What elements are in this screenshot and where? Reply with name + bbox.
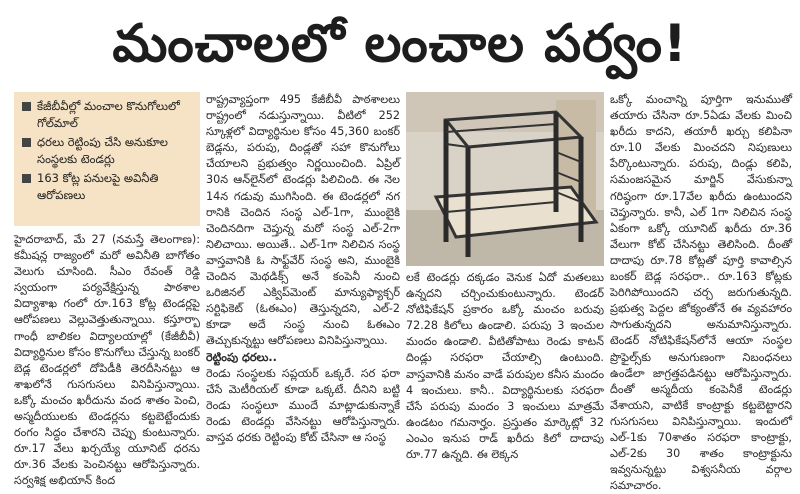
article-text: రెండు సంస్థలకు సప్లయర్‌ ఒక్కరే. సర ఫరా చేసే మెటీరియల్‌ కూడా ఒక్కటే. దీనిని బట్టి రెండు సంస్థలూ ముందే మాట్లాడుకున్నాకే రెండు టెండర్లు వేసినట్టు ఆరోపిస్తున్నారు. వాస్తవ ధరకు రెట్టింపు కోట్‌ చేసినా ఆ సంస్థ bbox=[206, 366, 400, 444]
article-column-1 bbox=[14, 232, 200, 488]
bullet-square-icon bbox=[22, 138, 31, 147]
bullet-item bbox=[22, 98, 194, 132]
article-column-4 bbox=[610, 92, 792, 493]
bullet-item bbox=[22, 134, 194, 168]
bullet-text: ధరలు రెట్టింపు చేసి అనుకూల సంస్థలకు టెండర్లు bbox=[37, 135, 168, 166]
bullet-square-icon bbox=[22, 102, 31, 111]
bullet-item bbox=[22, 170, 194, 204]
article-text: హైదరాబాద్‌, మే 27 (నమస్తే తెలంగాణ): కమీషన్ల రాజ్యంలో మరో అవినీతి బాగోతం వెలుగు చూసింది. సీఎం రేవంత్‌ రెడ్డి స్వయంగా పర్యవేక్షిస్తున్న పాఠశాల విద్యాశాఖ గంలో రూ.163 కోట్ల టెండర్లపై ఆరోపణలు వెల్లువెత్తుతున్నాయి. కస్తూర్బా గాంధీ బాలికల విద్యాలయాల్లో (కేజీబీవీ) విద్యార్థినుల కోసం కొనుగోలు చేస్తున్న బంకర్‌ బెడ్ల టెండర్లలో దోపిడీకి తెరదీసినట్టు ఆ శాఖలోనే గుసగుసలు వినిపిస్తున్నాయి. ఒక్కో మంచం ఖరీదును వంద శాతం పెంచి, అస్మదీయులకు టెండర్లను కట్టబెట్టేందుకు రంగం సిద్ధం చేశారని చెప్పు కుంటున్నారు. రూ.17 వేలు ఖర్చయ్యే యూనిట్‌ ధరను రూ.36 వేలకు పెంచినట్టు ఆరోపిస్తున్నారు. సర్వశిక్ష అభియాన్‌ కింద bbox=[14, 233, 200, 488]
article-text: రాష్ట్రవ్యాప్తంగా 495 కేజీబీవీ పాఠశాలలు రాష్ట్రంలో నడుస్తున్నాయి. వీటిలో 252 స్కూళ్లలో విద్యార్థినుల కోసం 45,360 బంకర్‌ బెడ్లను, పరుపు, దిండ్లతో సహా కొనుగోలు చేయాలని ప్రభుత్వం నిర్ణయించింది. ఏప్రిల్‌ 30న ఆన్‌లైన్‌లో టెండర్లు పిలిచింది. ఈ నెల 14న గడువు ముగిసింది. ఈ టెండర్లలో నగ రానికి చెందిన సంస్థ ఎల్‌-1గా, ముంబైకి చెందినదిగా చెప్తున్న మరో సంస్థ ఎల్‌-2గా నిలిచాయి. అయితే.. ఎల్‌-1గా నిలిచిన సంస్థ వాస్తవానికి ఓ సాఫ్ట్‌వేర్‌ సంస్థ అని, ముంబైకి చెందిన మెథడిక్స్‌ అనే కంపెనీ నుంచి ఒరిజినల్‌ ఎక్విప్‌మెంట్‌ మాన్యుఫ్యాక్చర్‌ సర్టిఫికెట్‌ (ఓఈఎం) తెస్తున్నదని, ఎల్‌-2 కూడా అదే సంస్థ నుంచి ఓఈఎం తెచ్చుకున్నట్టు ఆరోపణలు వినిపిస్తున్నాయి. bbox=[206, 93, 400, 348]
bunker-bed-photo bbox=[406, 92, 604, 266]
bullet-text: 163 కోట్ల పనులపై అవినీతి ఆరోపణలు bbox=[37, 171, 159, 202]
subheading: రెట్టింపు ధరలు.. bbox=[206, 350, 277, 364]
article-column-2 bbox=[206, 92, 400, 474]
article-text: లకే టెండర్లు దక్కడం వెనుక ఏదో మతలబు ఉన్నదని చర్చించుకుంటున్నారు. టెండర్‌ నోటిఫికేషన్‌ ప్రకారం ఒక్కో మంచం బరువు 72.28 కిలోలు ఉండాలి. పరుపు 3 ఇంచుల మందం ఉండాలి. వీటితోపాటు రెండు కాటన్‌ దిండ్లు సరఫరా చేయాల్సి ఉంటుంది. వాస్తవానికి మనం వాడే పరుపుల కనీస మందం 4 ఇంచులు. కానీ.. విద్యార్థినులకు సరఫరా చేసే పరుపు మందం 3 ఇంచులు మాత్రమే ఉండటం గమనార్హం. ప్రస్తుతం మార్కెట్లో 32 ఎంఎం ఇనుప రాడ్‌ ఖరీదు కిలో దాదాపు రూ.77 ఉన్నది. ఈ లెక్కన bbox=[406, 271, 604, 462]
bullet-square-icon bbox=[22, 174, 31, 183]
headline: మంచాలలో లంచాల పర్వం! bbox=[112, 14, 688, 74]
article-column-3 bbox=[406, 270, 604, 474]
highlight-box bbox=[14, 92, 200, 226]
bunker-bed-image bbox=[406, 92, 604, 266]
bullet-text: కేజీబీవీల్లో మంచాల కొనుగోలులో గోల్‌మాల్ bbox=[37, 99, 180, 130]
article-text: ఒక్కో మంచాన్ని పూర్తిగా ఇనుముతో తయారు చేసినా రూ.5ఏడు వేలకు మించి ఖరీదు కాదని, తయారీ ఖర్చు కలిపినా రూ.10 వేలకు మించదని నిపుణులు పేర్కొంటున్నారు. పరుపు, దిండ్లు కలిపి, సమంజసమైన మార్జిన్‌ వేసుకున్నా గరిష్ఠంగా రూ.17వేల ఖరీదు ఉంటుందని చెప్తున్నారు. కానీ, ఎల్‌ 1గా నిలిచిన సంస్థ ఏకంగా ఒక్కో యూనిట్‌ ఖరీదు రూ.36 వేలుగా కోట్‌ చేసినట్టు తెలిసింది. దీంతో దాదాపు రూ.78 కోట్లతో పూర్తి కావాల్సిన బంకర్‌ బెడ్ల సరఫరా.. రూ.163 కోట్లకు పెరిగిపోయిందని చర్చ జరుగుతున్నది. ప్రభుత్వ పెద్దల జోక్యంతోనే ఈ వ్యవహారం సాగుతున్నదని అనుమానిస్తున్నారు. టెండర్‌ నోటిఫికేషన్‌లోనే ఆయా సంస్థల ప్రొఫైల్స్‌కు అనుగుణంగా నిబంధనలు ఉండేలా జాగ్రత్తపడినట్టు ఆరోపిస్తున్నారు. దీంతో అస్మదీయ కంపెనీకే టెండర్లు వేశాయని, వాటికే కాంట్రాక్టు కట్టబెట్టారని గుసగుసలు వినిపిస్తున్నాయి. ఇందులో ఎల్‌-1కు 70శాతం సరఫరా కాంట్రాక్టు, ఎల్‌-2కు 30 శాతం కాంట్రాక్టును ఇవ్వనున్నట్టు విశ్వసనీయ వర్గాల సమాచారం. bbox=[610, 93, 792, 493]
